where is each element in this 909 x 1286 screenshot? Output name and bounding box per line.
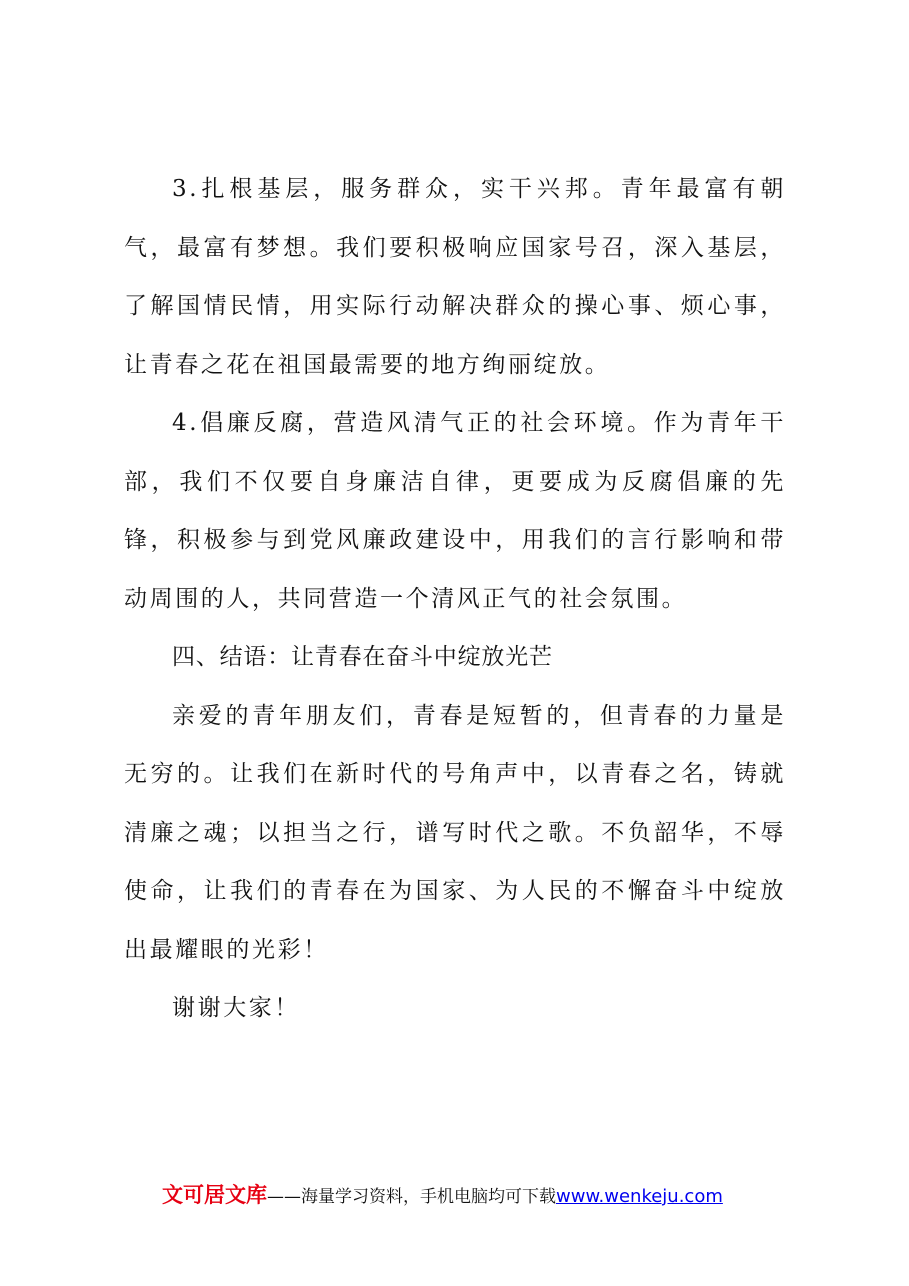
thanks-line: 谢谢大家！ (172, 995, 300, 1021)
document-body (124, 160, 786, 1038)
closing-paragraph: 亲爱的青年朋友们，青春是短暂的，但青春的力量是无穷的。让我们在新时代的号角声中，以青春之名，铸就清廉之魂；以担当之行，谱写时代之歌。不负韶华，不辱使命，让我们的青春在为国家、为人民的不懈奋斗中绽放出最耀眼的光彩！ (124, 702, 786, 963)
paragraph-item-4: 4.倡廉反腐，营造风清气正的社会环境。作为青年干部，我们不仅要自身廉洁自律，更要成为反腐倡廉的先锋，积极参与到党风廉政建设中，用我们的言行影响和带动周围的人，共同营造一个清风正气的社会氛围。 (124, 410, 786, 612)
section-heading-conclusion: 四、结语：让青春在奋斗中绽放光芒 (172, 644, 553, 670)
footer-brand: 文可居文库 (162, 1183, 267, 1207)
paragraph-item-3: 3.扎根基层，服务群众，实干兴邦。青年最富有朝气，最富有梦想。我们要积极响应国家号召，深入基层，了解国情民情，用实际行动解决群众的操心事、烦心事，让青春之花在祖国最需要的地方绚丽绽放。 (124, 176, 786, 378)
footer-link[interactable]: www.wenkeju.com (556, 1186, 723, 1207)
footer-tagline: ——海量学习资料，手机电脑均可下载 (267, 1187, 556, 1207)
page-footer (162, 1180, 782, 1212)
